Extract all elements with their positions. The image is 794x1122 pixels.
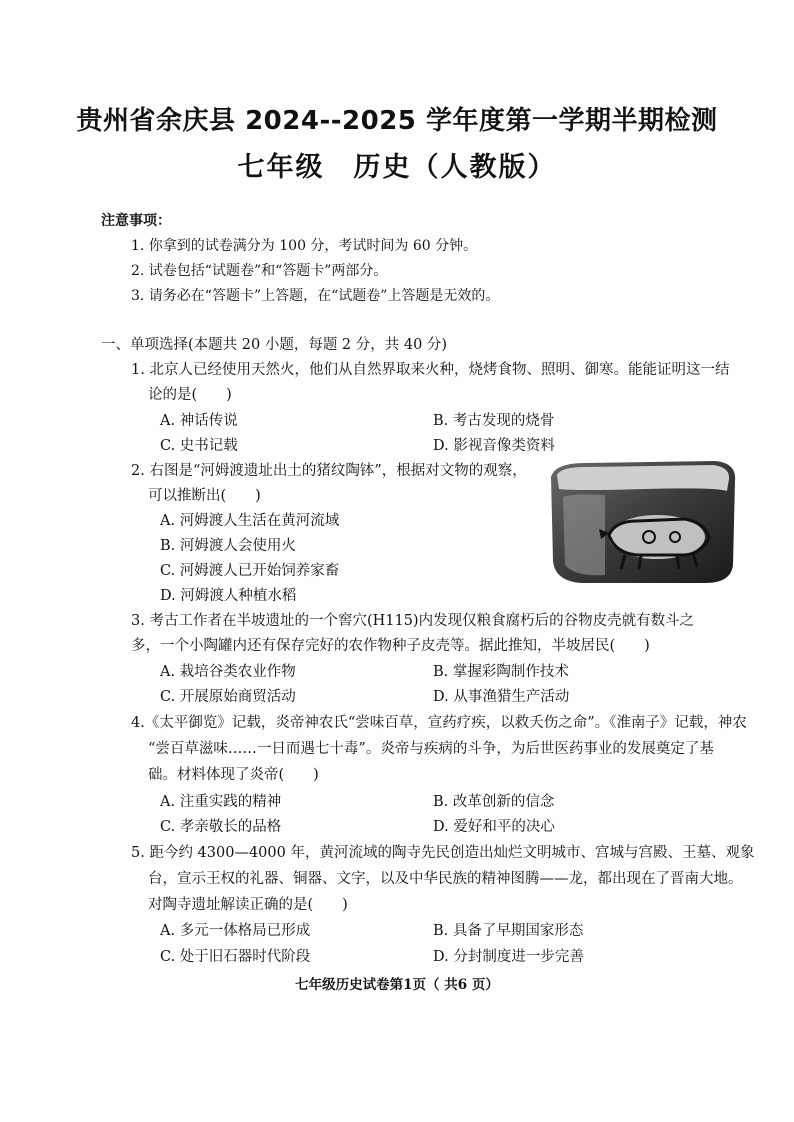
q3-option-b: B. 掌握彩陶制作技术 [433, 664, 569, 680]
q1-option-a: A. 神话传说 [160, 413, 238, 429]
question-4-line-2: “尝百草滋味……一日而遇七十毒”。炎帝与疾病的斗争，为后世医药事业的发展奠定了基 [148, 741, 714, 757]
question-5-line-2: 台，宣示王权的礼器、铜器、文字，以及中华民族的精神图腾——龙，都出现在了晋南大地。 [148, 871, 743, 887]
q1-option-c: C. 史书记载 [160, 438, 238, 454]
question-5-line-1: 5. 距今约 4300—4000 年，黄河流域的陶寺先民创造出灿烂文明城市、宫城与宫殿、王墓、观象 [131, 845, 755, 861]
exam-title: 贵州省余庆县 2024--2025 学年度第一学期半期检测 [76, 106, 718, 136]
q5-option-c: C. 处于旧石器时代阶段 [160, 949, 311, 965]
q2-option-b: B. 河姆渡人会使用火 [160, 538, 296, 554]
section-title: 一、单项选择(本题共 20 小题，每题 2 分，共 40 分) [101, 337, 448, 353]
q3-option-d: D. 从事渔猎生产活动 [433, 689, 570, 705]
q5-option-a: A. 多元一体格局已形成 [160, 923, 311, 939]
q4-option-d: D. 爱好和平的决心 [433, 819, 555, 835]
question-2-line-1: 2. 右图是“河姆渡遗址出土的猪纹陶钵”，根据对文物的观察， [131, 463, 527, 479]
notice-item: 2. 试卷包括“试题卷”和“答题卡”两部分。 [131, 263, 388, 279]
q4-option-c: C. 孝亲敬长的品格 [160, 819, 282, 835]
q5-option-b: B. 具备了早期国家形态 [433, 923, 584, 939]
q4-option-a: A. 注重实践的精神 [160, 794, 282, 810]
pig-pattern-pottery-bowl-image [545, 457, 740, 587]
q2-option-c: C. 河姆渡人已开始饲养家畜 [160, 563, 340, 579]
notice-item: 1. 你拿到的试卷满分为 100 分，考试时间为 60 分钟。 [131, 238, 478, 254]
q1-option-d: D. 影视音像类资料 [433, 438, 555, 454]
question-4-line-3: 础。材料体现了炎帝( ) [148, 767, 319, 783]
question-5-line-3: 对陶寺遗址解读正确的是( ) [148, 897, 348, 913]
notice-item: 3. 请务必在“答题卡”上答题，在“试题卷”上答题是无效的。 [131, 288, 500, 304]
page-footer: 七年级历史试卷第1页（ 共6 页） [295, 977, 499, 993]
question-2-line-2: 可以推断出( ) [148, 488, 261, 504]
q4-option-b: B. 改革创新的信念 [433, 794, 555, 810]
exam-subtitle: 七年级 历史（人教版） [237, 152, 557, 183]
q3-option-c: C. 开展原始商贸活动 [160, 689, 296, 705]
q1-option-b: B. 考古发现的烧骨 [433, 413, 555, 429]
q2-option-d: D. 河姆渡人种植水稻 [160, 588, 297, 604]
q2-option-a: A. 河姆渡人生活在黄河流域 [160, 513, 340, 529]
notice-heading: 注意事项： [101, 213, 171, 229]
question-1-line-1: 1. 北京人已经使用天然火，他们从自然界取来火种，烧烤食物、照明、御寒。能能证明这一结 [131, 362, 730, 378]
question-1-line-2: 论的是( ) [148, 387, 232, 403]
question-3-line-1: 3. 考古工作者在半坡遗址的一个窖穴(H115)内发现仅粮食腐朽后的谷物皮壳就有数斗之 [131, 613, 695, 629]
q3-option-a: A. 栽培谷类农业作物 [160, 664, 296, 680]
question-4-line-1: 4.《太平御览》记载，炎帝神农氏“尝味百草，宣药疗疾，以救夭伤之命”。《淮南子》记载，神农 [131, 715, 747, 731]
q5-option-d: D. 分封制度进一步完善 [433, 949, 584, 965]
question-3-line-2: 多，一个小陶罐内还有保存完好的农作物种子皮壳等。据此推知，半坡居民( ) [131, 638, 650, 654]
